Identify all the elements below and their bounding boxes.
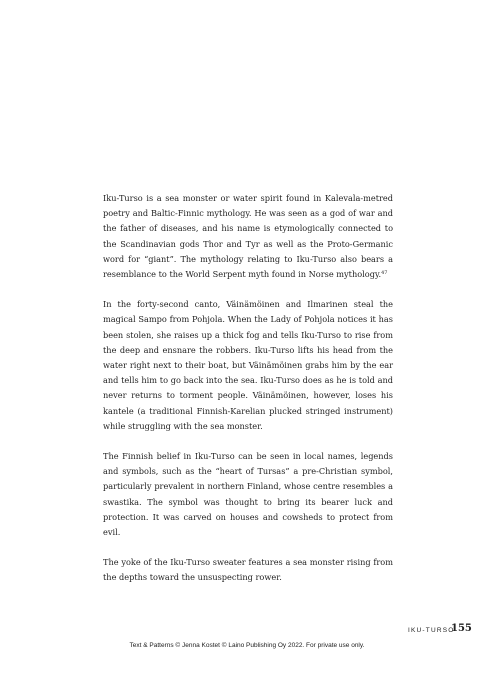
paragraph	[103, 191, 393, 282]
paragraph-text: Iku-Turso is a sea monster or water spirit found in Kalevala-metred poetry and Baltic-Finnic mythology. He was seen as a god of war and the father of diseases, and his name is etymologically connected to the Scandinavian gods Thor and Tyr as well as the Proto-Germanic word for “giant”. The mythology relating to Iku-Turso also bears a resemblance to the World Serpent myth found in Norse mythology.	[103, 193, 393, 280]
paragraph-text: In the forty-second canto, Väinämöinen and Ilmarinen steal the magical Sampo from Pohjola. When the Lady of Pohjola notices it has been stolen, she raises up a thick fog and tells Iku-Turso to rise from the deep and ensnare the robbers. Iku-Turso lifts his head from the water right next to their boat, but Väinämöinen grabs him by the ear and tells him to go back into the sea. Iku-Turso does as he is told and never returns to torment people. Väinämöinen, however, loses his kantele (a traditional Finnish-Karelian plucked stringed instrument) while struggling with the sea monster.	[103, 299, 393, 431]
page-number: 155	[451, 623, 472, 634]
running-head: IKU-TURSO	[408, 627, 455, 634]
paragraph	[103, 555, 393, 585]
copyright-notice: Text & Patterns © Jenna Kostet © Laino Publishing Oy 2022. For private use only.	[129, 642, 365, 649]
paragraph-text: The Finnish belief in Iku-Turso can be seen in local names, legends and symbols, such as the “heart of Tursas” a pre-Christian symbol, particularly prevalent in northern Finland, whose centre resembles a swastika. The symbol was thought to bring its bearer luck and protection. It was carved on houses and cowsheds to protect from evil.	[103, 451, 393, 538]
body-text	[103, 191, 393, 586]
footnote-marker: 47	[381, 270, 388, 277]
paragraph	[103, 297, 393, 434]
paragraph-text: The yoke of the Iku-Turso sweater features a sea monster rising from the depths toward the unsuspecting rower.	[103, 557, 393, 583]
paragraph	[103, 449, 393, 540]
